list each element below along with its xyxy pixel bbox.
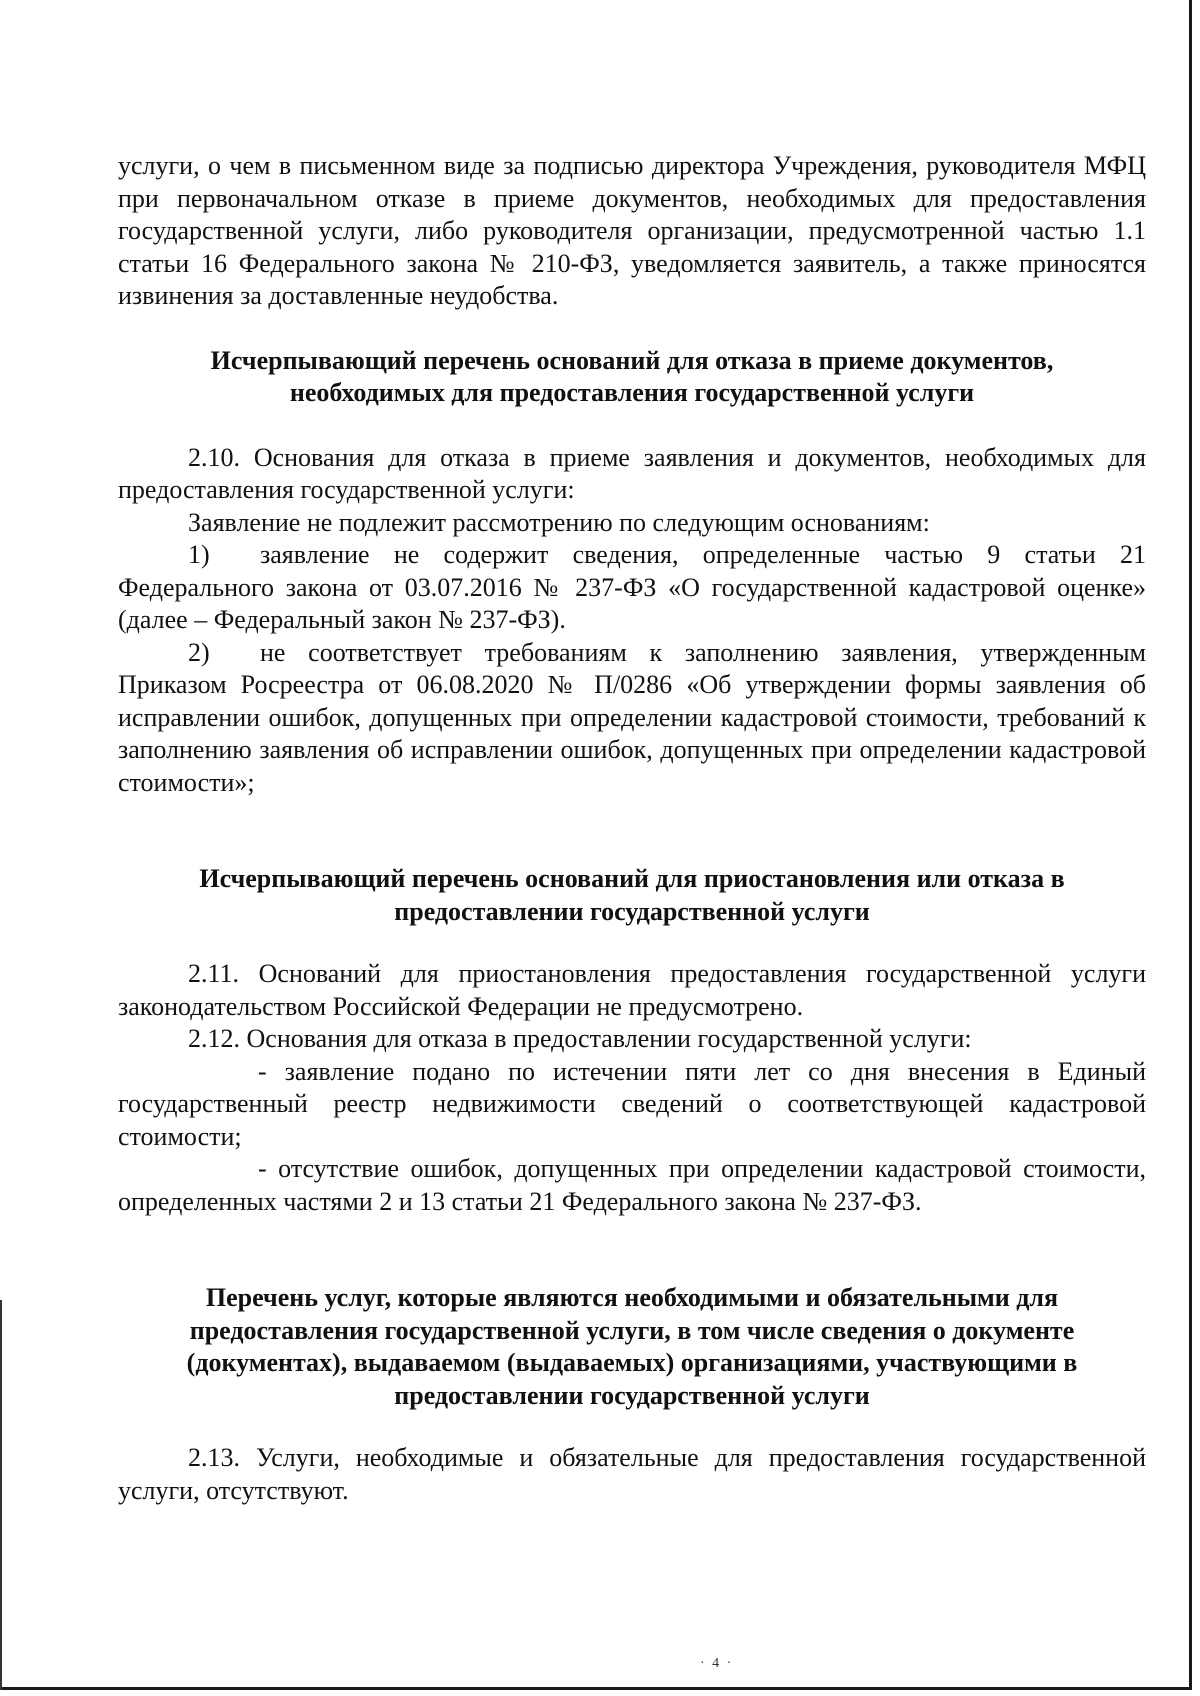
list-item-1	[118, 539, 1146, 637]
scan-border-left	[0, 1300, 2, 1690]
scan-border-right	[1189, 0, 1192, 1690]
document-body	[118, 150, 1146, 1507]
paragraph-2-13: 2.13. Услуги, необходимые и обязательные для предоставления государственной услуги, отсутствуют.	[118, 1443, 1146, 1505]
paragraph-intro: услуги, о чем в письменном виде за подписью директора Учреждения, руководителя МФЦ при первоначальном отказе в приеме документов, необходимых для предоставления государственной услуги, либо руководителя организации, предусмотренной частью 1.1 статьи 16 Федерального закона № 210-ФЗ, уведомляется заявитель, а также приносятся извинения за доставленные неудобства.	[118, 151, 1146, 310]
list-number: 2)	[188, 637, 210, 667]
scan-border-bottom	[0, 1687, 1192, 1690]
heading-line: Перечень услуг, которые являются необходимыми и обязательными для	[205, 1283, 1059, 1312]
paragraph-2-12: 2.12. Основания для отказа в предоставлении государственной услуги:	[188, 1024, 972, 1053]
paragraph-2-11: 2.11. Оснований для приостановления предоставления государственной услуги законодательством Российской Федерации не предусмотрено.	[118, 959, 1146, 1021]
heading-line: предоставлении государственной услуги	[394, 896, 870, 926]
list-item-text: заявление не содержит сведения, определенные частью 9 статьи 21 Федерального закона от 03.07.2016 № 237-ФЗ «О государственной кадастровой оценке» (далее – Федеральный закон № 237-ФЗ).	[118, 540, 1146, 634]
heading-line: предоставления государственной услуги, в том числе сведения о документе	[189, 1315, 1075, 1345]
paragraph-2-10: 2.10. Основания для отказа в приеме заявления и документов, необходимых для предоставления государственной услуги:	[118, 442, 1146, 504]
paragraph-not-subject: Заявление не подлежит рассмотрению по следующим основаниям:	[188, 507, 930, 537]
heading-suspension-refusal	[118, 863, 1146, 928]
page-number-mark: · 4 ·	[700, 1656, 734, 1671]
heading-refusal-acceptance	[118, 345, 1146, 410]
list-item-text: не соответствует требованиям к заполнению заявления, утвержденным Приказом Росреестра от 06.08.2020 № П/0286 «Об утверждении формы заявления об исправлении ошибок, допущенных при определении кадастровой стоимости, требований к заполнению заявления об исправлении ошибок, допущенных при определении кадастровой стоимости»;	[118, 637, 1146, 797]
heading-necessary-services	[118, 1282, 1146, 1412]
heading-line: Исчерпывающий перечень оснований для приостановления или отказа в	[199, 864, 1065, 893]
list-number: 1)	[188, 540, 210, 569]
list-item-2	[118, 637, 1146, 800]
heading-line: необходимых для предоставления государственной услуги	[289, 378, 975, 407]
heading-line: Исчерпывающий перечень оснований для отказа в приеме документов,	[210, 345, 1054, 375]
heading-line: (документах), выдаваемом (выдаваемых) организациями, участвующими в	[186, 1348, 1078, 1377]
dash-item-2: - отсутствие ошибок, допущенных при определении кадастровой стоимости, определенных частями 2 и 13 статьи 21 Федерального закона № 237-ФЗ.	[118, 1154, 1146, 1216]
heading-line: предоставлении государственной услуги	[394, 1380, 870, 1410]
dash-item-1: - заявление подано по истечении пяти лет со дня внесения в Единый государственный реестр недвижимости сведений о соответствующей кадастровой стоимости;	[118, 1056, 1146, 1151]
